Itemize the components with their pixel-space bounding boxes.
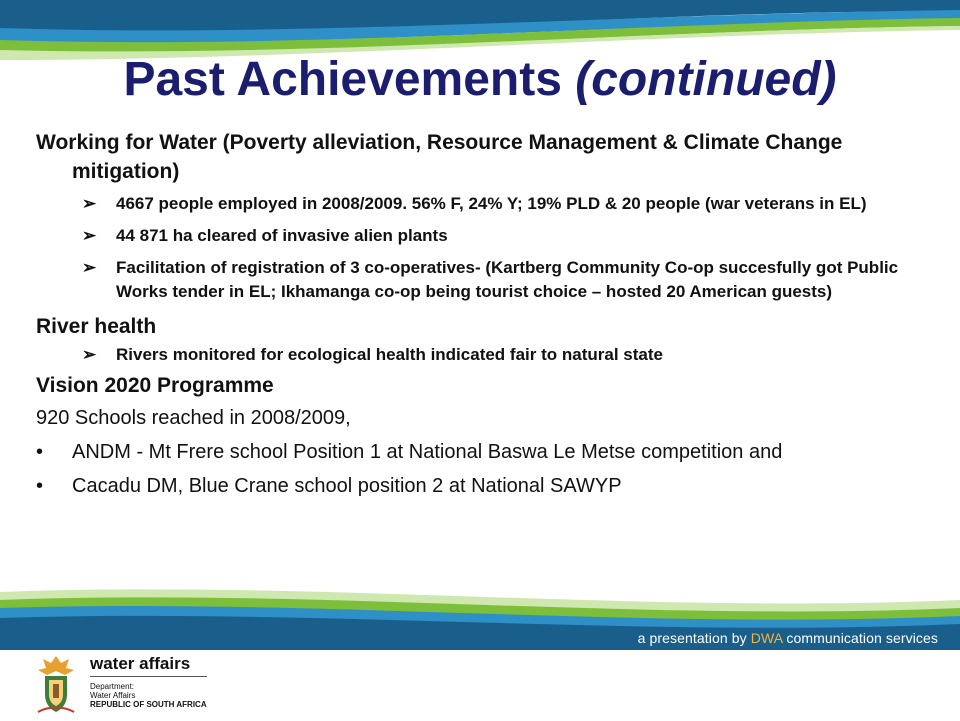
coat-of-arms-icon: [34, 654, 78, 716]
wfw-item-1: ➢ 4667 people employed in 2008/2009. 56% F, 24% Y; 19% PLD & 20 people (war veterans in EL): [36, 192, 936, 216]
river-item-1: ➢ Rivers monitored for ecological health indicated fair to natural state: [36, 343, 936, 367]
bullet-dot-icon: •: [36, 475, 44, 497]
slide-title-italic: (continued): [575, 53, 837, 106]
slide-title: Past Achievements (continued): [123, 53, 837, 106]
logo-line-3: REPUBLIC OF SOUTH AFRICA: [90, 700, 207, 709]
river-heading: River health: [36, 315, 157, 338]
arrow-bullet-icon: ➢: [82, 194, 97, 213]
top-decorative-banner: [0, 0, 960, 60]
bullet-dot-icon: •: [36, 441, 44, 463]
vision-text: 920 Schools reached in 2008/2009,: [36, 407, 351, 429]
logo-line-1: Department:: [90, 682, 135, 691]
vision-bullet-2: • Cacadu DM, Blue Crane school position 2 at National SAWYP: [36, 472, 936, 500]
wfw-item-2: ➢ 44 871 ha cleared of invasive alien plants: [36, 224, 936, 248]
logo-text: [90, 654, 207, 709]
department-logo: [34, 654, 234, 718]
arrow-bullet-icon: ➢: [82, 258, 97, 277]
wfw-heading: Working for Water (Poverty alleviation, Resource Management & Climate Change mitigation): [36, 131, 843, 183]
vision-heading: Vision 2020 Programme: [36, 374, 274, 397]
footer-tagline-highlight: DWA: [750, 630, 783, 646]
footer-tagline: a presentation by DWA communication services: [637, 630, 938, 646]
logo-line-2: Water Affairs: [90, 691, 136, 700]
wfw-item-3: ➢ Facilitation of registration of 3 co-operatives- (Kartberg Community Co-op succesfully got Public Works tender in EL; Ikhamanga co-op being tourist choice – hosted 20 American guests): [82, 258, 899, 301]
slide-content: [36, 128, 936, 500]
vision-bullet-1: • ANDM - Mt Frere school Position 1 at National Baswa Le Metse competition and: [36, 438, 936, 466]
arrow-bullet-icon: ➢: [82, 345, 97, 364]
arrow-bullet-icon: ➢: [82, 226, 97, 245]
logo-brand: water affairs: [90, 654, 207, 677]
